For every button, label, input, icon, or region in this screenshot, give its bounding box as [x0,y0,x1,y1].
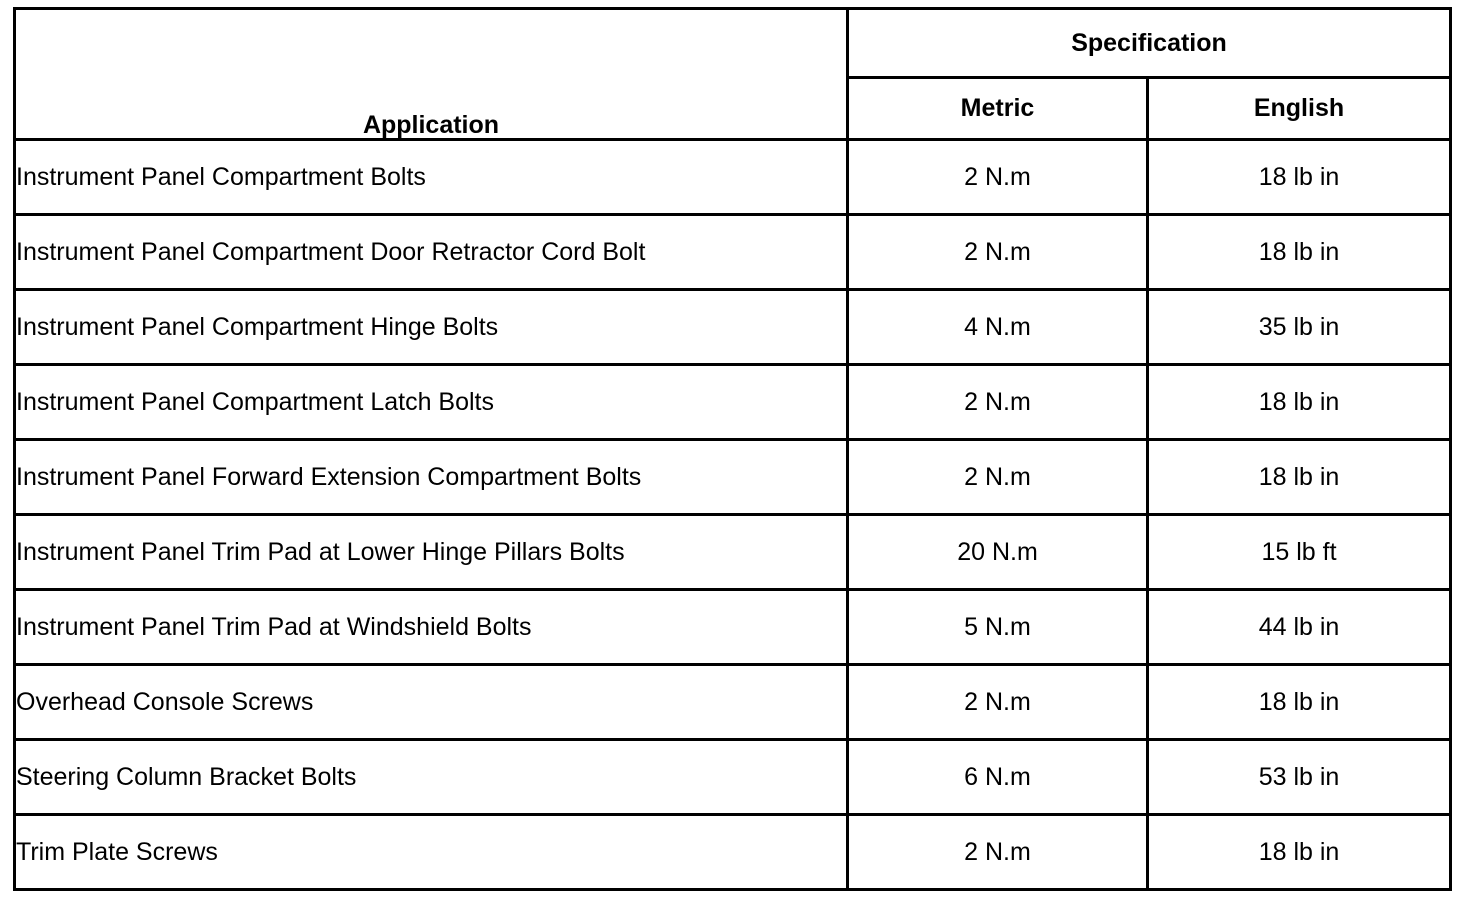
metric-cell: 2 N.m [848,365,1148,440]
metric-cell: 2 N.m [848,665,1148,740]
table-header [15,9,1451,140]
header-row-top [15,9,1451,78]
english-cell: 35 lb in [1148,290,1451,365]
english-cell: 18 lb in [1148,140,1451,215]
application-cell: Instrument Panel Trim Pad at Lower Hinge Pillars Bolts [15,515,848,590]
table-row [15,365,1451,440]
metric-column-header: Metric [848,78,1148,140]
metric-cell: 4 N.m [848,290,1148,365]
application-cell: Instrument Panel Trim Pad at Windshield Bolts [15,590,848,665]
metric-cell: 6 N.m [848,740,1148,815]
application-column-header: Application [15,9,848,140]
english-cell: 53 lb in [1148,740,1451,815]
english-cell: 18 lb in [1148,665,1451,740]
application-cell: Instrument Panel Compartment Hinge Bolts [15,290,848,365]
table-body [15,140,1451,890]
table-row [15,515,1451,590]
metric-cell: 2 N.m [848,140,1148,215]
english-cell: 18 lb in [1148,365,1451,440]
application-cell: Overhead Console Screws [15,665,848,740]
application-cell: Instrument Panel Compartment Door Retractor Cord Bolt [15,215,848,290]
application-cell: Instrument Panel Compartment Latch Bolts [15,365,848,440]
english-column-header: English [1148,78,1451,140]
metric-cell: 2 N.m [848,440,1148,515]
english-cell: 44 lb in [1148,590,1451,665]
table-row [15,590,1451,665]
specification-group-header: Specification [848,9,1451,78]
metric-cell: 2 N.m [848,215,1148,290]
table-row [15,815,1451,890]
metric-cell: 5 N.m [848,590,1148,665]
english-cell: 18 lb in [1148,815,1451,890]
fastener-specification-table [13,7,1452,891]
table-row [15,665,1451,740]
english-cell: 18 lb in [1148,440,1451,515]
application-cell: Instrument Panel Compartment Bolts [15,140,848,215]
table-row [15,740,1451,815]
table-row [15,440,1451,515]
metric-cell: 2 N.m [848,815,1148,890]
table-row [15,140,1451,215]
table-row [15,290,1451,365]
english-cell: 18 lb in [1148,215,1451,290]
application-cell: Instrument Panel Forward Extension Compartment Bolts [15,440,848,515]
metric-cell: 20 N.m [848,515,1148,590]
application-cell: Steering Column Bracket Bolts [15,740,848,815]
application-cell: Trim Plate Screws [15,815,848,890]
table-row [15,215,1451,290]
english-cell: 15 lb ft [1148,515,1451,590]
